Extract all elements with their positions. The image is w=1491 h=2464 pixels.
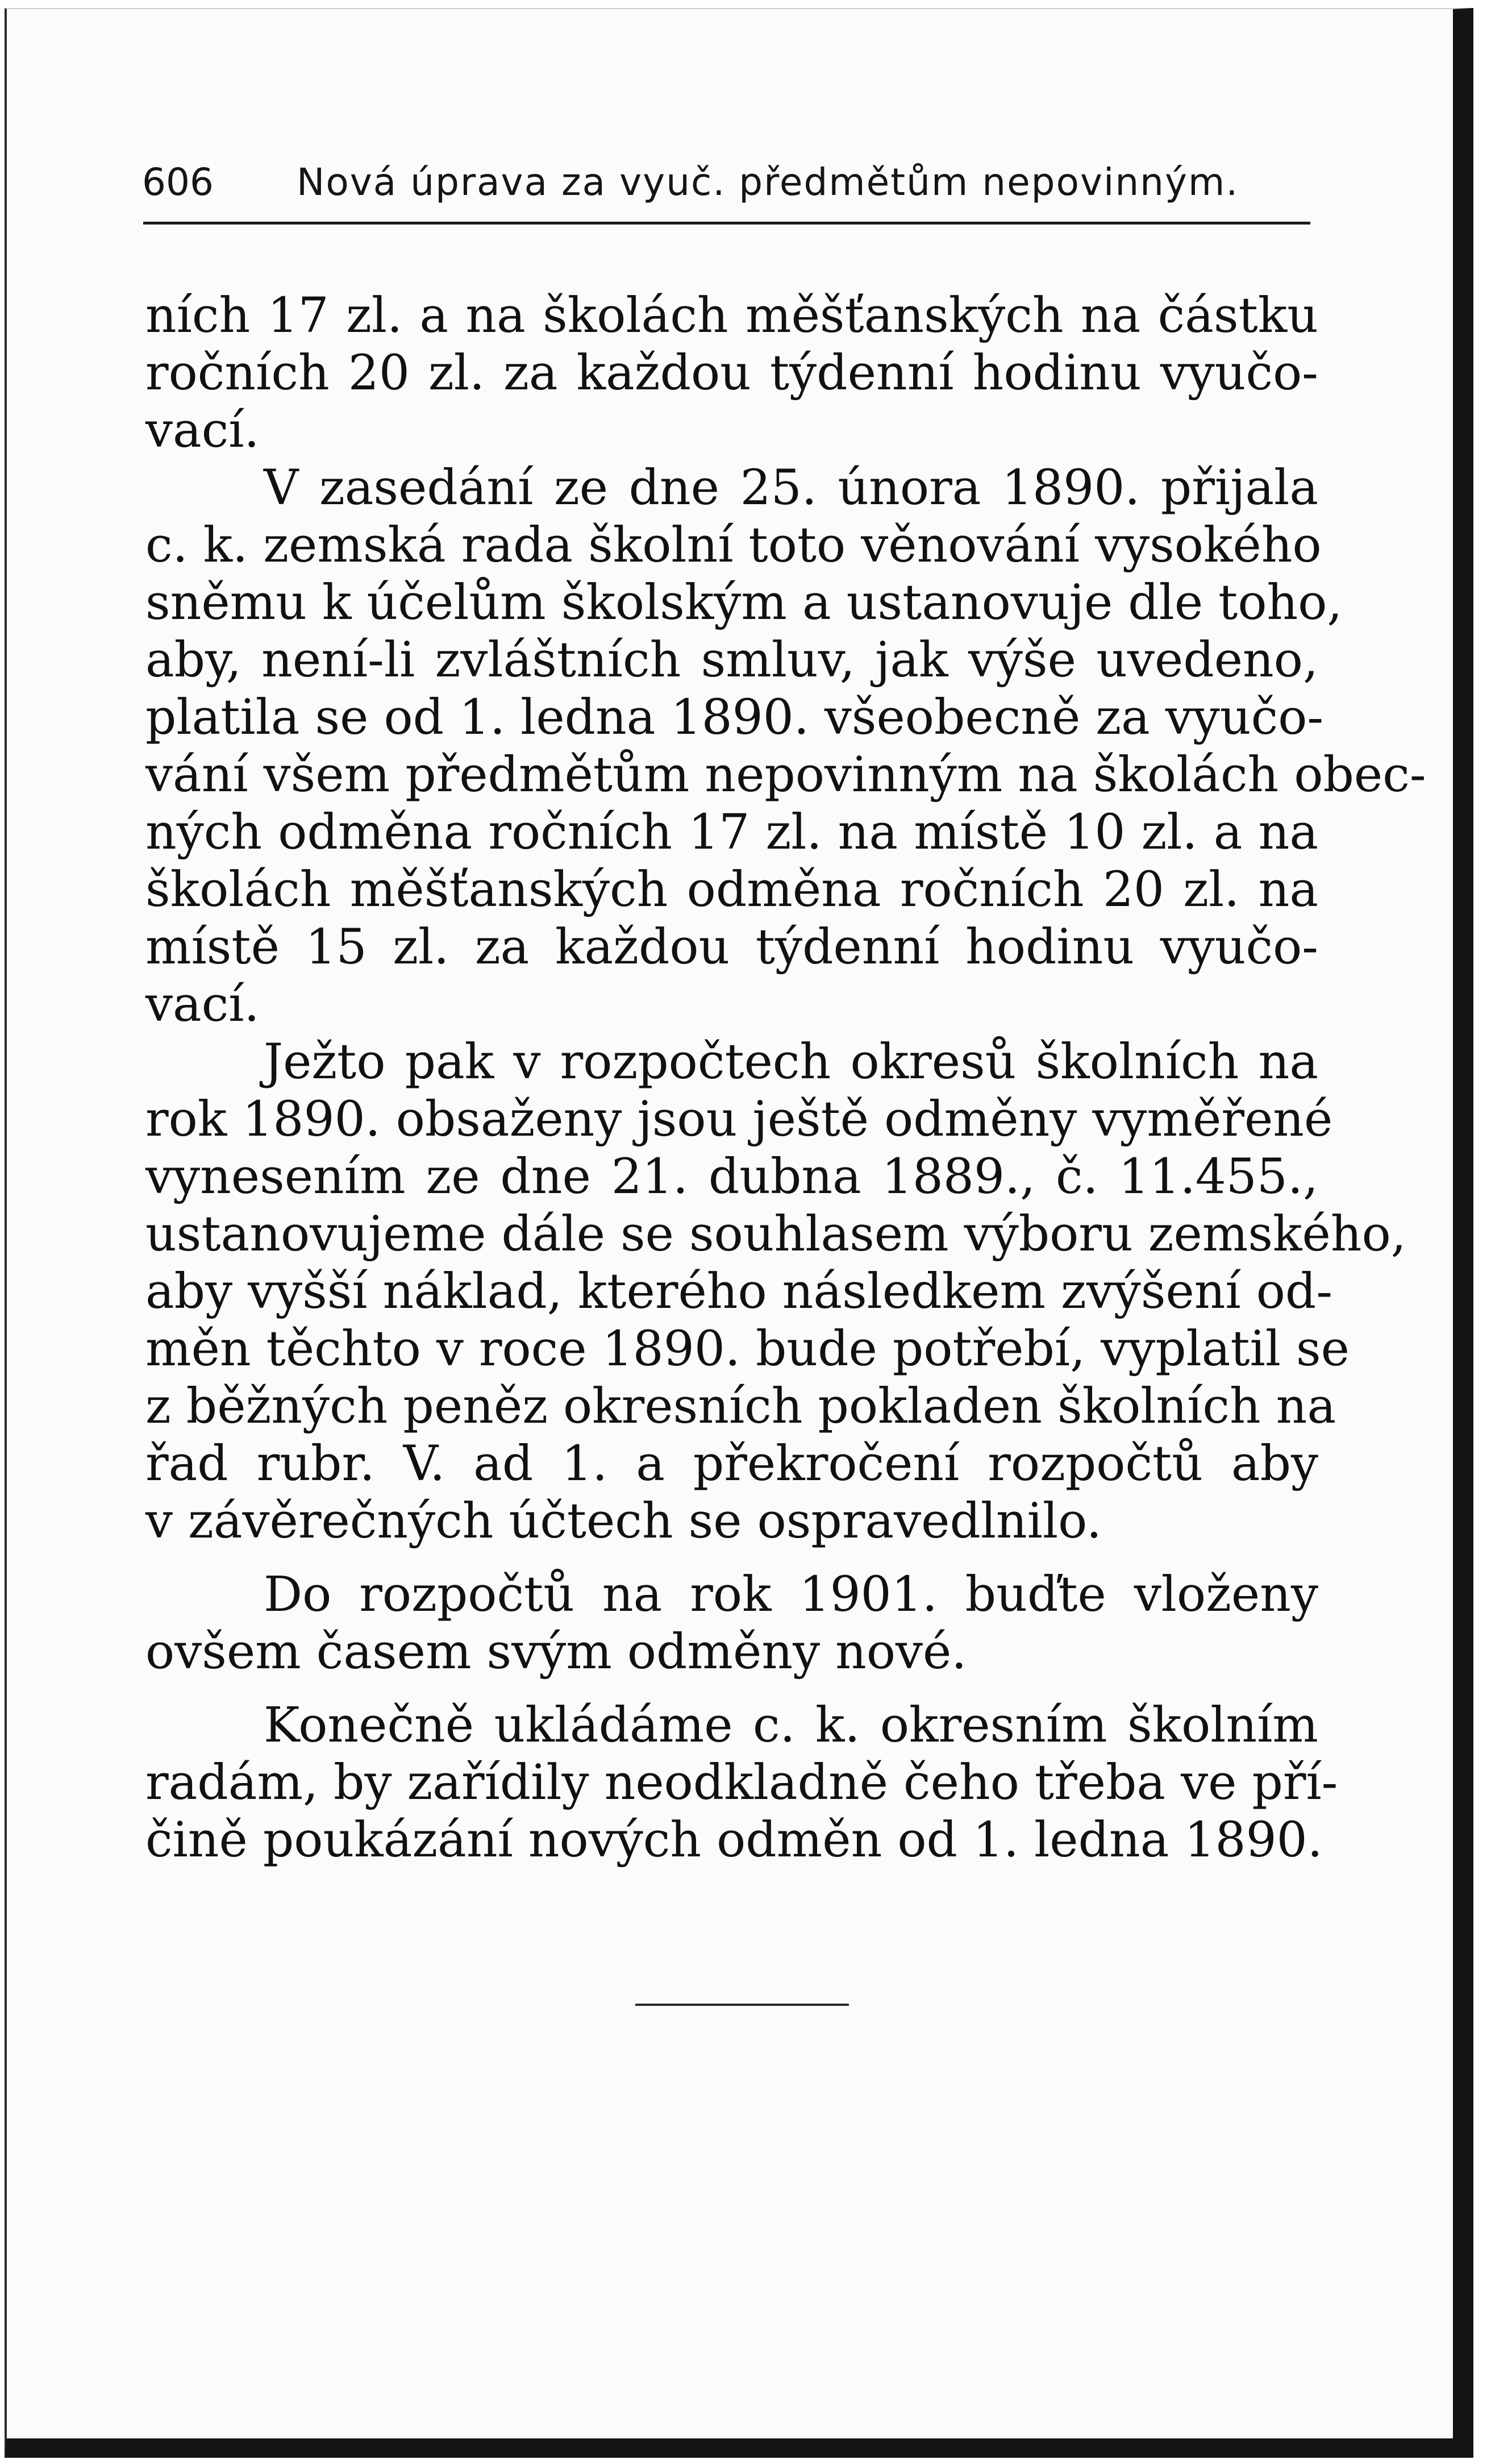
text-line: radám, by zařídily neodkladně čeho třeba ve pří-	[145, 1755, 1338, 1811]
text-line: z běžných peněz okresních pokladen školních na	[145, 1378, 1336, 1435]
text-line: ročních 20 zl. za každou týdenní hodinu vyučo-	[145, 345, 1318, 401]
text-line: rok 1890. obsaženy jsou ještě odměny vyměřené	[145, 1091, 1333, 1148]
text-line: měn těchto v roce 1890. bude potřebí, vyplatil se	[145, 1321, 1350, 1377]
text-line: vací.	[145, 402, 260, 459]
text-line: školách měšťanských odměna ročních 20 zl. na	[145, 862, 1318, 918]
text-line: ustanovujeme dále se souhlasem výboru zemského,	[145, 1206, 1406, 1262]
end-rule	[635, 2004, 849, 2006]
page-number: 606	[142, 160, 214, 204]
running-title: Nová úprava za vyuč. předmětům nepovinným.	[297, 160, 1239, 204]
text-line: sněmu k účelům školským a ustanovuje dle toho,	[145, 575, 1343, 631]
paragraph-start-line: Konečně ukládáme c. k. okresním školním	[264, 1697, 1318, 1754]
header-rule	[143, 222, 1310, 225]
paragraph-gap	[145, 1550, 1318, 1566]
text-line: vací.	[145, 977, 260, 1033]
text-line: ních 17 zl. a na školách měšťanských na částku	[145, 288, 1318, 344]
text-line: aby, není-li zvláštních smluv, jak výše uvedeno,	[145, 632, 1318, 688]
text-line: aby vyšší náklad, kterého následkem zvýšení od-	[145, 1264, 1333, 1320]
text-line: čině poukázání nových odměn od 1. ledna 1890.	[145, 1812, 1323, 1868]
paragraph-start-line: Ježto pak v rozpočtech okresů školních na	[264, 1034, 1318, 1090]
text-line: platila se od 1. ledna 1890. všeobecně za vyučo-	[145, 689, 1324, 746]
text-line: ovšem časem svým odměny nové.	[145, 1624, 967, 1680]
paragraph-start-line: Do rozpočtů na rok 1901. buďte vloženy	[264, 1567, 1318, 1623]
text-line: v závěrečných účtech se ospravedlnilo.	[145, 1493, 1102, 1549]
paragraph-start-line: V zasedání ze dne 25. února 1890. přijala	[264, 460, 1318, 516]
text-line: c. k. zemská rada školní toto věnování vysokého	[145, 517, 1322, 574]
page-header	[142, 160, 1330, 211]
text-line: vynesením ze dne 21. dubna 1889., č. 11.455.,	[145, 1149, 1318, 1205]
body-text	[145, 287, 1426, 1869]
text-line: ných odměna ročních 17 zl. na místě 10 zl. a na	[145, 804, 1318, 861]
text-line: místě 15 zl. za každou týdenní hodinu vyučo-	[145, 919, 1318, 975]
text-line: vání všem předmětům nepovinným na školách obec-	[145, 747, 1426, 803]
text-line: řad rubr. V. ad 1. a překročení rozpočtů aby	[145, 1436, 1318, 1492]
paragraph-gap	[145, 1681, 1318, 1697]
